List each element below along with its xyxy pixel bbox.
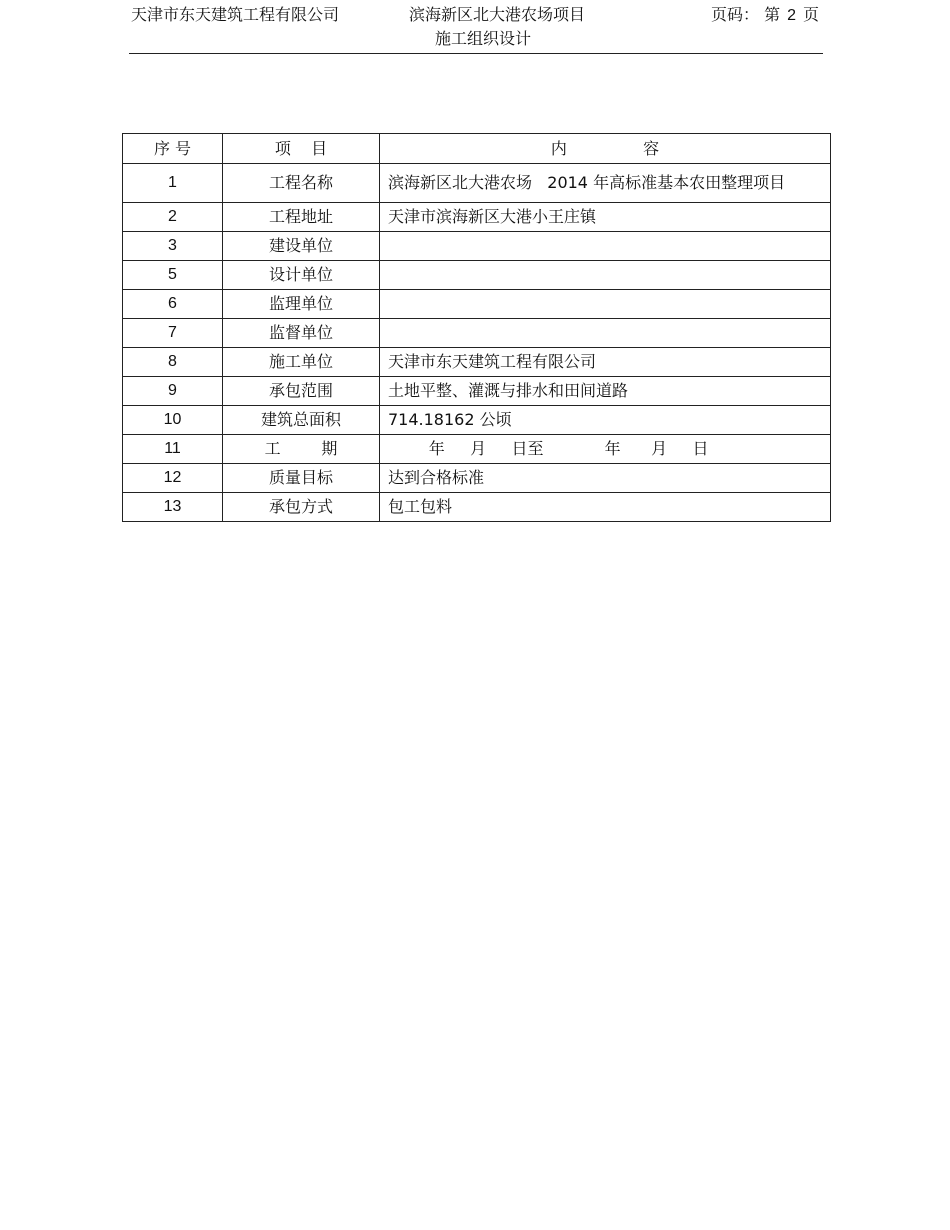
row-seq: 10: [123, 406, 223, 435]
row-item: 建设单位: [223, 232, 380, 261]
table-header-row: [123, 134, 831, 164]
row-item: 监理单位: [223, 290, 380, 319]
row-seq: 11: [123, 435, 223, 464]
row-item: 工程地址: [223, 203, 380, 232]
page-header: [129, 0, 823, 54]
header-page-indicator: [711, 4, 819, 27]
row-item: 设计单位: [223, 261, 380, 290]
header-company: 天津市东天建筑工程有限公司: [131, 5, 340, 24]
row-content: 天津市东天建筑工程有限公司: [380, 348, 831, 377]
row-content: 滨海新区北大港农场 2014 年高标准基本农田整理项目: [380, 164, 831, 203]
table-row: [123, 377, 831, 406]
table-row: [123, 261, 831, 290]
header-project: 滨海新区北大港农场项目: [409, 5, 586, 24]
page-di: 第: [764, 5, 781, 24]
row-seq: 5: [123, 261, 223, 290]
header-document-title: 施工组织设计: [435, 29, 532, 48]
row-seq: 3: [123, 232, 223, 261]
row-seq: 7: [123, 319, 223, 348]
table-row: [123, 290, 831, 319]
col-header-item: 项 目: [223, 134, 380, 164]
row-item: 监督单位: [223, 319, 380, 348]
page-label: 页码：: [710, 5, 759, 24]
row-item: 工程名称: [223, 164, 380, 203]
row-seq: 8: [123, 348, 223, 377]
row-item: 施工单位: [223, 348, 380, 377]
row-seq: 1: [123, 164, 223, 203]
page-number: 2: [787, 7, 796, 24]
table-row: [123, 232, 831, 261]
row-seq: 9: [123, 377, 223, 406]
row-content: [380, 290, 831, 319]
row-seq: 13: [123, 493, 223, 522]
row-content: [380, 319, 831, 348]
project-info-table: [122, 133, 831, 522]
row-item: 承包方式: [223, 493, 380, 522]
row-content: 714.18162 公顷: [380, 406, 831, 435]
row-item: 工 期: [223, 435, 380, 464]
table-row: [123, 348, 831, 377]
table-row: [123, 435, 831, 464]
table-row: [123, 164, 831, 203]
row-item: 建筑总面积: [223, 406, 380, 435]
row-content: 土地平整、灌溉与排水和田间道路: [380, 377, 831, 406]
row-content: 包工包料: [380, 493, 831, 522]
row-seq: 2: [123, 203, 223, 232]
row-content: [380, 232, 831, 261]
row-content: 天津市滨海新区大港小王庄镇: [380, 203, 831, 232]
page-suffix: 页: [802, 5, 819, 24]
table-row: [123, 464, 831, 493]
col-header-seq: 序 号: [123, 134, 223, 164]
row-item: 承包范围: [223, 377, 380, 406]
col-header-content: 内 容: [380, 134, 831, 164]
table-row: [123, 203, 831, 232]
table-row: [123, 493, 831, 522]
row-item: 质量目标: [223, 464, 380, 493]
table-row: [123, 406, 831, 435]
row-seq: 12: [123, 464, 223, 493]
table-row: [123, 319, 831, 348]
row-content: [380, 261, 831, 290]
row-content: 达到合格标准: [380, 464, 831, 493]
row-content: 年 月 日至 年 月 日: [380, 435, 831, 464]
row-seq: 6: [123, 290, 223, 319]
